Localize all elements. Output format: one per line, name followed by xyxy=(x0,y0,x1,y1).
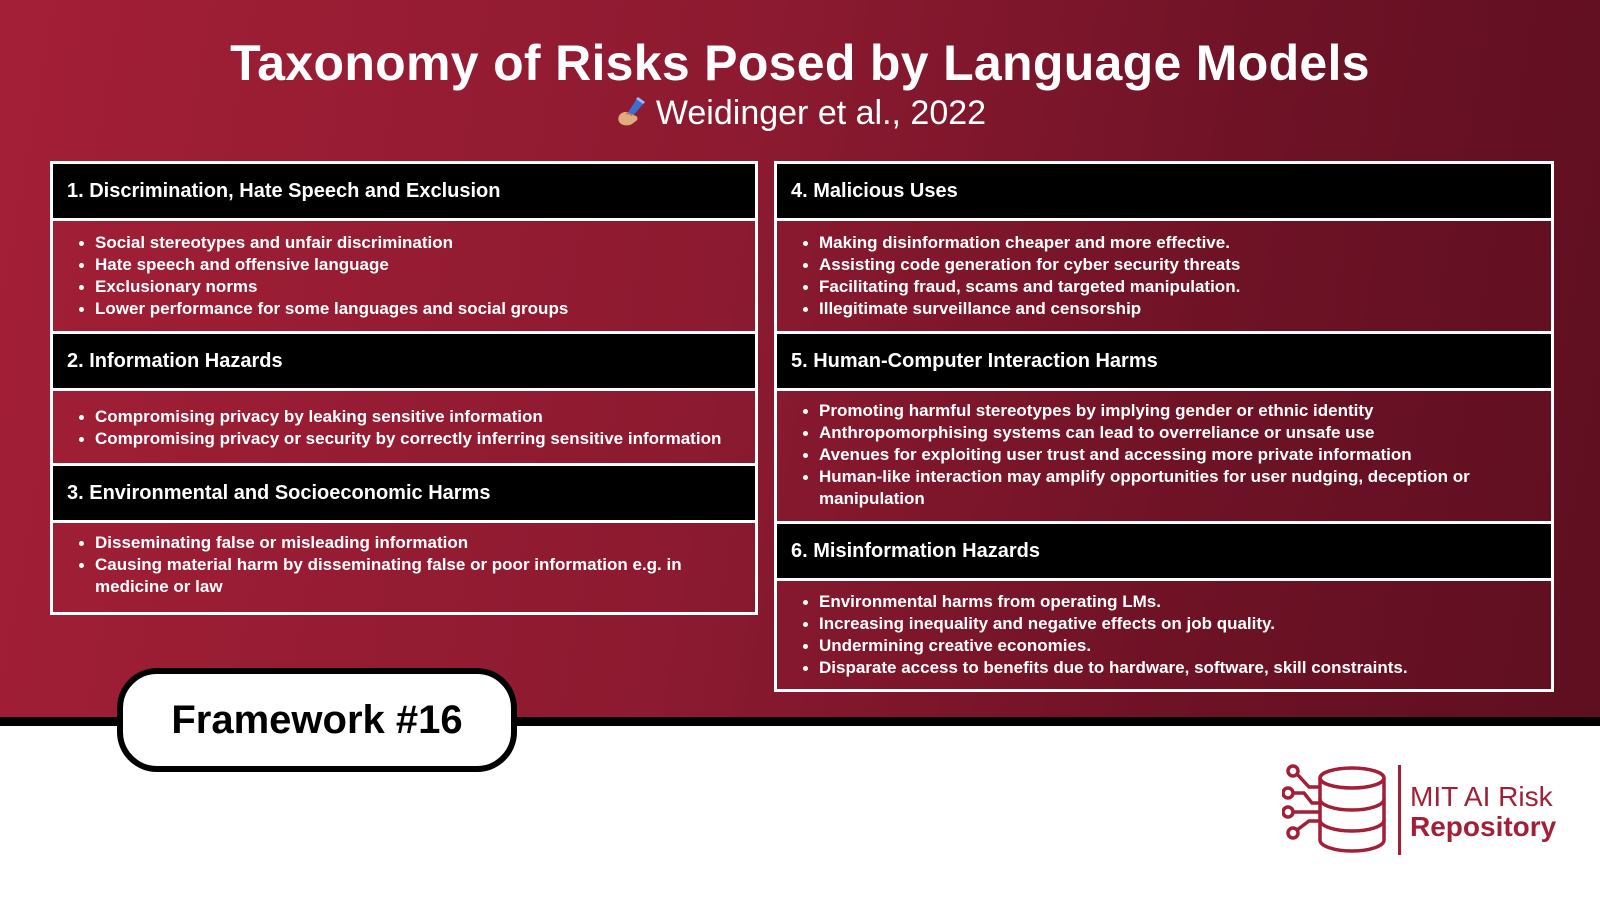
mit-ai-risk-logo xyxy=(1282,763,1582,863)
list-item: Undermining creative economies. xyxy=(791,635,1531,657)
list-item: Making disinformation cheaper and more effective. xyxy=(791,232,1531,254)
list-item: Causing material harm by disseminating false or poor information e.g. in medicine or law xyxy=(67,554,735,598)
section-body xyxy=(777,218,1551,334)
risk-section-4 xyxy=(777,164,1551,334)
framework-badge: Framework #16 xyxy=(117,668,517,772)
left-column xyxy=(50,161,758,615)
section-heading: 1. Discrimination, Hate Speech and Exclusion xyxy=(53,164,755,218)
list-item: Hate speech and offensive language xyxy=(67,254,735,276)
risk-section-5 xyxy=(777,334,1551,524)
section-heading: 2. Information Hazards xyxy=(53,334,755,388)
list-item: Social stereotypes and unfair discrimination xyxy=(67,232,735,254)
list-item: Human-like interaction may amplify opportunities for user nudging, deception or manipulation xyxy=(791,466,1531,510)
page-title: Taxonomy of Risks Posed by Language Models xyxy=(230,35,1370,91)
section-heading: 6. Misinformation Hazards xyxy=(777,524,1551,578)
logo-text-line2: Repository xyxy=(1410,811,1557,842)
section-body xyxy=(777,388,1551,524)
writing-hand-icon xyxy=(614,94,648,128)
risk-section-2 xyxy=(53,334,755,466)
list-item: Avenues for exploiting user trust and accessing more private information xyxy=(791,444,1531,466)
section-body xyxy=(53,388,755,466)
section-body xyxy=(53,520,755,612)
list-item: Compromising privacy by leaking sensitive information xyxy=(67,406,735,428)
list-item: Exclusionary norms xyxy=(67,276,735,298)
subtitle-text: Weidinger et al., 2022 xyxy=(655,94,987,132)
section-body xyxy=(777,578,1551,689)
right-column xyxy=(774,161,1554,692)
list-item: Compromising privacy or security by correctly inferring sensitive information xyxy=(67,428,735,450)
section-heading: 4. Malicious Uses xyxy=(777,164,1551,218)
list-item: Lower performance for some languages and social groups xyxy=(67,298,735,320)
database-circuit-icon xyxy=(1282,763,1390,857)
list-item: Increasing inequality and negative effects on job quality. xyxy=(791,613,1531,635)
logo-text-line1: MIT AI Risk xyxy=(1410,781,1553,812)
risk-section-3 xyxy=(53,466,755,612)
list-item: Facilitating fraud, scams and targeted manipulation. xyxy=(791,276,1531,298)
list-item: Environmental harms from operating LMs. xyxy=(791,591,1531,613)
list-item: Anthropomorphising systems can lead to overreliance or unsafe use xyxy=(791,422,1531,444)
risk-section-6 xyxy=(777,524,1551,689)
logo-divider xyxy=(1398,765,1401,855)
section-body xyxy=(53,218,755,334)
list-item: Illegitimate surveillance and censorship xyxy=(791,298,1531,320)
list-item: Assisting code generation for cyber security threats xyxy=(791,254,1531,276)
list-item: Disparate access to benefits due to hardware, software, skill constraints. xyxy=(791,657,1531,679)
list-item: Disseminating false or misleading information xyxy=(67,532,735,554)
list-item: Promoting harmful stereotypes by implying gender or ethnic identity xyxy=(791,400,1531,422)
page-subtitle xyxy=(0,94,1600,133)
risk-section-1 xyxy=(53,164,755,334)
section-heading: 5. Human-Computer Interaction Harms xyxy=(777,334,1551,388)
section-heading: 3. Environmental and Socioeconomic Harms xyxy=(53,466,755,520)
